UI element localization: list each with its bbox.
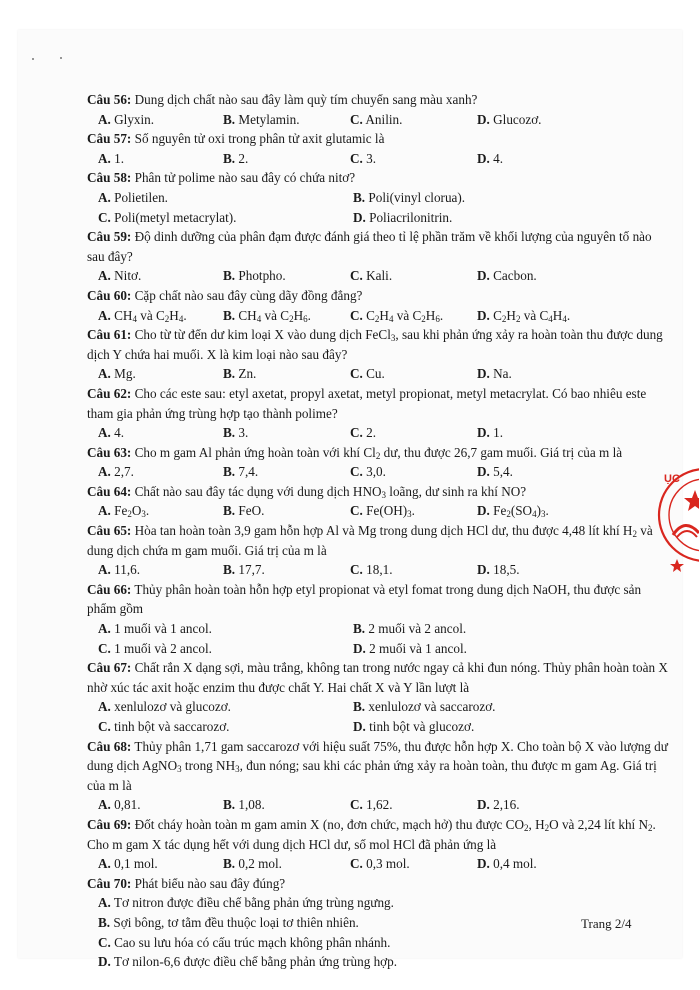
question-stem (87, 227, 672, 266)
question-text: Phân tử polime nào sau đây có chứa nitơ? (134, 170, 356, 186)
option-text: Cao su lưu hóa có cấu trúc mạch không phân nhánh. (114, 934, 391, 950)
answer-option (350, 266, 477, 286)
option-text: 4. (493, 150, 504, 166)
answer-option (98, 952, 672, 972)
option-text: $C_2H_2$ và $C_4H_4$. (493, 307, 571, 324)
answer-options (87, 501, 672, 521)
question-stem (87, 874, 672, 894)
question-number: Câu 61: (87, 327, 132, 343)
answer-option (223, 266, 350, 286)
option-key: C. (98, 934, 111, 950)
option-key: C. (350, 150, 363, 166)
option-text: 0,1 mol. (114, 856, 158, 872)
red-seal-stamp (655, 455, 699, 575)
answer-options (87, 110, 672, 130)
answer-option (98, 560, 223, 580)
option-text: Photpho. (238, 268, 286, 284)
option-key: B. (223, 562, 236, 578)
option-key: B. (223, 464, 236, 480)
question-text: Cho m gam Al phản ứng hoàn toàn với khí $Cl_2$ dư, thu được 26,7 gam muối. Giá trị của m là (134, 444, 623, 461)
answer-option (98, 854, 223, 874)
question-block (87, 384, 672, 443)
option-key: D. (477, 562, 490, 578)
answer-option (98, 423, 223, 443)
option-key: B. (223, 111, 236, 127)
answer-option (350, 306, 477, 326)
answer-option (98, 364, 223, 384)
option-text: Poli(vinyl clorua). (368, 189, 466, 205)
answer-option (477, 462, 612, 482)
answer-option (223, 110, 350, 130)
answer-options (87, 266, 672, 286)
option-key: B. (98, 914, 111, 930)
question-block (87, 286, 672, 325)
question-block (87, 521, 672, 580)
answer-option (477, 364, 612, 384)
page-number: Trang 2/4 (581, 916, 632, 931)
question-stem (87, 580, 672, 619)
answer-option (98, 110, 223, 130)
answer-option (477, 306, 612, 326)
answer-option (98, 697, 353, 717)
option-text: 2,7. (114, 464, 134, 480)
answer-option (353, 717, 608, 737)
answer-options (87, 854, 672, 874)
answer-option (477, 560, 612, 580)
option-key: C. (350, 464, 363, 480)
option-key: C. (350, 503, 363, 519)
option-key: D. (477, 425, 490, 441)
question-text: Hòa tan hoàn toàn 3,9 gam hỗn hợp Al và Mg trong dung dịch HCl dư, thu được 4,48 lít khí $H_2$ và dung dịch chứa m gam muối. Giá trị của m là (87, 523, 653, 558)
option-text: Zn. (238, 366, 257, 382)
question-stem (87, 658, 672, 697)
option-text: xenlulozơ và saccarozơ. (368, 699, 496, 715)
question-number: Câu 67: (87, 660, 132, 676)
option-text: Na. (493, 366, 512, 382)
question-text: Thủy phân hoàn toàn hỗn hợp etyl propionat và etyl fomat trong dung dịch NaOH, thu được sản phẩm gồm (87, 581, 642, 617)
answer-options (87, 619, 672, 658)
answer-option (98, 188, 353, 208)
question-text: Chất nào sau đây tác dụng với dung dịch $HNO_3$ loãng, dư sinh ra khí NO? (134, 483, 527, 500)
question-stem (87, 90, 672, 110)
option-text: Nitơ. (114, 268, 142, 284)
option-key: C. (350, 797, 363, 813)
question-block (87, 168, 672, 227)
option-text: 2 muối và 2 ancol. (368, 621, 467, 637)
option-text: Kali. (366, 268, 393, 284)
option-key: B. (223, 366, 236, 382)
option-key: D. (477, 307, 490, 323)
question-stem (87, 815, 672, 854)
scan-speck (60, 57, 62, 59)
option-key: B. (223, 307, 236, 323)
question-block (87, 737, 672, 815)
option-text: Cu. (366, 366, 385, 382)
option-text: 3,0. (366, 464, 386, 480)
answer-option (350, 149, 477, 169)
option-key: A. (98, 797, 111, 813)
question-number: Câu 62: (87, 385, 132, 401)
question-stem (87, 482, 672, 502)
option-key: D. (477, 797, 490, 813)
answer-option (350, 501, 477, 521)
question-stem (87, 384, 672, 423)
question-stem (87, 168, 672, 188)
question-text: Thủy phân 1,71 gam saccarozơ với hiệu suất 75%, thu được hỗn hợp X. Cho toàn bộ X vào lượng dư dung dịch AgNO$_3$ trong $NH_3$, đun nóng; sau khi các phản ứng xảy ra hoàn toàn, thu được m gam Ag. Giá trị của m là (87, 738, 668, 793)
option-text: $Fe_2O_3$. (114, 503, 150, 520)
option-key: B. (223, 856, 236, 872)
option-key: A. (98, 699, 111, 715)
option-text: 2. (238, 150, 249, 166)
answer-option (98, 795, 223, 815)
answer-option (223, 423, 350, 443)
answer-option (353, 619, 608, 639)
question-number: Câu 59: (87, 229, 132, 245)
option-text: xenlulozơ và glucozơ. (114, 699, 231, 715)
question-text: Đốt cháy hoàn toàn m gam amin X (no, đơn chức, mạch hở) thu được $CO_2$, $H_2O$ và 2,24 lít khí $N_2$. Cho m gam X tác dụng hết với dung dịch HCl dư, số mol HCl đã phản ứng là (87, 816, 656, 852)
answer-options (87, 364, 672, 384)
answer-options (87, 697, 672, 736)
question-number: Câu 60: (87, 287, 132, 303)
answer-options (87, 149, 672, 169)
question-stem (87, 521, 672, 560)
option-text: 0,2 mol. (238, 856, 282, 872)
answer-option (223, 364, 350, 384)
option-text: 5,4. (493, 464, 513, 480)
question-block (87, 482, 672, 521)
answer-option (98, 501, 223, 521)
option-key: C. (350, 268, 363, 284)
answer-option (350, 462, 477, 482)
question-number: Câu 56: (87, 92, 132, 107)
option-key: C. (350, 562, 363, 578)
option-key: A. (98, 111, 111, 127)
answer-option (477, 149, 612, 169)
question-number: Câu 63: (87, 444, 132, 460)
answer-option (98, 306, 223, 326)
option-key: A. (98, 425, 111, 441)
option-key: C. (350, 111, 363, 127)
option-text: $C_2H_4$ và $C_2H_6$. (366, 307, 444, 324)
option-text: tinh bột và saccarozơ. (114, 719, 230, 734)
option-key: D. (477, 503, 490, 519)
option-key: A. (98, 366, 111, 382)
answer-option (350, 364, 477, 384)
option-text: Anilin. (365, 111, 403, 127)
question-block (87, 443, 672, 482)
option-text: 0,81. (114, 797, 141, 813)
option-text: 18,1. (366, 562, 393, 578)
option-text: Glucozơ. (493, 111, 542, 127)
answer-option (350, 795, 477, 815)
option-text: 2. (366, 425, 377, 441)
answer-option (98, 619, 353, 639)
answer-option (477, 110, 612, 130)
option-key: D. (98, 954, 111, 970)
question-block (87, 658, 672, 736)
answer-option (223, 462, 350, 482)
question-stem (87, 443, 672, 463)
question-text: Cho các este sau: etyl axetat, propyl axetat, metyl propionat, metyl metacrylat. Có bao nhiêu este tham gia phản ứng trùng hợp tạo thành polime? (87, 385, 647, 421)
answer-option (223, 795, 350, 815)
option-key: B. (223, 797, 236, 813)
option-text: Sợi bông, tơ tằm đều thuộc loại tơ thiên nhiên. (113, 914, 359, 930)
option-key: C. (98, 640, 111, 656)
option-key: A. (98, 307, 111, 323)
option-key: D. (353, 719, 366, 734)
option-key: C. (98, 719, 111, 734)
answer-option (353, 697, 608, 717)
option-text: 0,3 mol. (366, 856, 410, 872)
option-key: A. (98, 895, 111, 911)
option-text: tinh bột và glucozơ. (369, 719, 475, 734)
question-text: Cho từ từ đến dư kim loại X vào dung dịch FeCl$_3$, sau khi phản ứng xảy ra hoàn toàn thu được dung dịch Y chứa hai muối. X là kim loại nào sau đây? (87, 327, 663, 362)
option-key: A. (98, 562, 111, 578)
question-number: Câu 65: (87, 523, 132, 539)
question-block (87, 580, 672, 658)
option-text: $Fe_2(SO_4)_3$. (493, 503, 549, 520)
option-text: Poli(metyl metacrylat). (114, 209, 237, 225)
answer-option (223, 149, 350, 169)
answer-option (353, 639, 608, 659)
answer-option (477, 266, 612, 286)
answer-options (87, 462, 672, 482)
answer-option (477, 501, 612, 521)
option-text: 11,6. (114, 562, 141, 578)
answer-option (98, 893, 672, 913)
answer-option (223, 560, 350, 580)
option-text: FeO. (238, 503, 265, 519)
option-text: 1,08. (238, 797, 265, 813)
option-text: 18,5. (493, 562, 520, 578)
option-text: Poliacrilonitrin. (369, 209, 453, 225)
svg-text:ỤC: ỤC (664, 473, 680, 485)
question-number: Câu 64: (87, 483, 132, 499)
option-key: A. (98, 268, 111, 284)
option-text: 1,62. (366, 797, 393, 813)
option-text: 7,4. (238, 464, 259, 480)
option-key: D. (477, 111, 490, 127)
answer-option (223, 854, 350, 874)
question-number: Câu 66: (87, 581, 132, 597)
answer-options (87, 188, 672, 227)
question-number: Câu 57: (87, 131, 132, 147)
option-key: A. (98, 189, 111, 205)
option-key: B. (353, 189, 366, 205)
option-text: Tơ nitron được điều chế bằng phản ứng trùng ngưng. (113, 895, 394, 911)
answer-options (87, 423, 672, 443)
option-text: $Fe(OH)_3$. (366, 503, 415, 520)
option-key: B. (223, 268, 236, 284)
option-key: D. (477, 268, 490, 284)
question-number: Câu 70: (87, 875, 132, 891)
option-text: 2 muối và 1 ancol. (369, 640, 467, 656)
question-block (87, 227, 672, 286)
option-text: 4. (114, 425, 125, 441)
option-key: C. (350, 425, 363, 441)
answer-option (223, 306, 350, 326)
question-block (87, 90, 672, 129)
answer-option (98, 149, 223, 169)
answer-option (353, 208, 608, 228)
option-key: B. (223, 425, 236, 441)
option-key: C. (350, 307, 363, 323)
option-text: Cacbon. (493, 268, 537, 284)
option-text: 1 muối và 2 ancol. (114, 640, 212, 656)
option-text: Mg. (114, 366, 136, 382)
option-text: $CH_4$ và $C_2H_4$. (114, 307, 187, 324)
option-text: 17,7. (238, 562, 265, 578)
question-number: Câu 58: (87, 170, 132, 186)
option-key: D. (477, 366, 490, 382)
question-text: Số nguyên tử oxi trong phân tử axit glutamic là (134, 131, 385, 147)
question-block (87, 815, 672, 874)
question-stem (87, 129, 672, 149)
question-stem (87, 737, 672, 796)
question-stem (87, 286, 672, 306)
answer-options (87, 893, 672, 971)
answer-option (98, 717, 353, 737)
answer-option (477, 854, 612, 874)
answer-option (350, 423, 477, 443)
answer-option (353, 188, 608, 208)
answer-option (350, 560, 477, 580)
option-text: 1. (114, 150, 125, 166)
question-stem (87, 325, 672, 364)
option-key: D. (477, 464, 490, 480)
answer-options (87, 306, 672, 326)
answer-options (87, 560, 672, 580)
answer-options (87, 795, 672, 815)
answer-option (98, 266, 223, 286)
option-text: 1. (493, 425, 504, 441)
answer-option (477, 423, 612, 443)
scan-speck (32, 58, 34, 60)
option-text: Tơ nilon-6,6 được điều chế bằng phản ứng trùng hợp. (113, 954, 398, 970)
answer-option (98, 462, 223, 482)
option-text: Glyxin. (114, 111, 155, 127)
option-key: D. (477, 856, 490, 872)
answer-option (223, 501, 350, 521)
option-key: A. (98, 856, 111, 872)
question-text: Độ dinh dưỡng của phân đạm được đánh giá theo tỉ lệ phần trăm về khối lượng của nguyên tố nào sau đây? (87, 229, 652, 264)
option-text: 0,4 mol. (493, 856, 537, 872)
question-text: Phát biểu nào sau đây đúng? (134, 875, 286, 891)
option-text: 3. (238, 425, 249, 441)
option-key: A. (98, 503, 111, 519)
question-block (87, 325, 672, 384)
answer-option (98, 639, 353, 659)
answer-option (477, 795, 612, 815)
option-key: A. (98, 621, 111, 637)
answer-option (350, 110, 477, 130)
exam-questions (87, 90, 672, 972)
option-text: Metylamin. (238, 111, 300, 127)
question-block (87, 129, 672, 168)
answer-option (98, 933, 672, 953)
question-text: Chất rắn X dạng sợi, màu trắng, không tan trong nước ngay cả khi đun nóng. Thủy phân hoàn toàn X nhờ xúc tác axit hoặc enzim thu được chất Y. Hai chất X và Y lần lượt là (87, 660, 668, 695)
question-text: Cặp chất nào sau đây cùng dãy đồng đẳng? (134, 287, 363, 303)
option-key: A. (98, 150, 111, 166)
option-key: D. (353, 209, 366, 225)
option-key: D. (353, 640, 366, 656)
answer-option (350, 854, 477, 874)
option-text: Polietilen. (114, 189, 168, 205)
question-text: Dung dịch chất nào sau đây làm quỳ tím chuyển sang màu xanh? (134, 92, 478, 107)
option-key: B. (353, 699, 366, 715)
option-text: 2,16. (493, 797, 520, 813)
option-key: B. (353, 621, 366, 637)
question-number: Câu 69: (87, 816, 132, 832)
option-text: 1 muối và 1 ancol. (114, 621, 212, 637)
answer-option (98, 208, 353, 228)
option-key: A. (98, 464, 111, 480)
option-key: B. (223, 503, 236, 519)
option-key: C. (350, 856, 363, 872)
option-text: $CH_4$ và $C_2H_6$. (238, 307, 311, 324)
option-key: D. (477, 150, 490, 166)
question-number: Câu 68: (87, 738, 132, 754)
option-key: B. (223, 150, 236, 166)
option-text: 3. (366, 150, 377, 166)
option-key: C. (350, 366, 363, 382)
option-key: C. (98, 209, 111, 225)
